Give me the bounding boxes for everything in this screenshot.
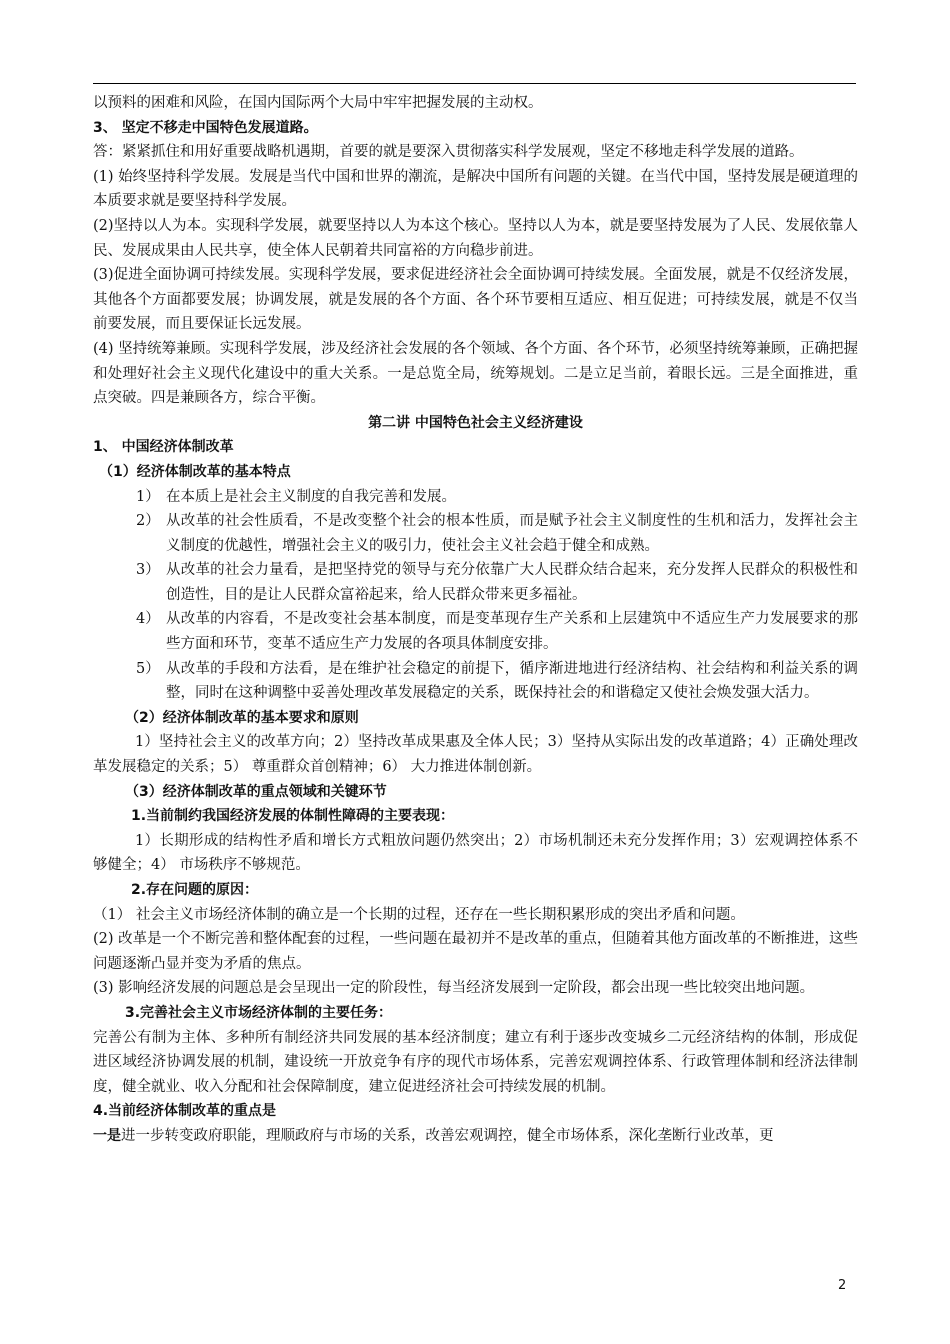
paragraph: (1) 始终坚持科学发展。发展是当代中国和世界的潮流，是解决中国所有问题的关键。在当代中国，坚持发展是硬道理的本质要求就是要坚持科学发展。 xyxy=(93,168,858,210)
item-heading: 1.当前制约我国经济发展的体制性障碍的主要表现： xyxy=(131,808,455,825)
page-number: 2 xyxy=(838,1278,847,1293)
item-heading: 3.完善社会主义市场经济体制的主要任务： xyxy=(125,1004,393,1021)
item-heading: 4.当前经济体制改革的重点是 xyxy=(93,1103,277,1120)
paragraph: 一是进一步转变政府职能，理顺政府与市场的关系，改善宏观调控，健全市场体系，深化垄断行业改革，更 xyxy=(93,1127,774,1144)
paragraph: (3) 影响经济发展的问题总是会呈现出一定的阶段性，每当经济发展到一定阶段，都会出现一些比较突出地问题。 xyxy=(93,980,815,997)
item-heading: 2.存在问题的原因： xyxy=(131,882,259,898)
section-heading: 1、 中国经济体制改革 xyxy=(93,439,234,456)
lecture-title: 第二讲 中国特色社会主义经济建设 xyxy=(368,414,583,431)
list-item: 5） 从改革的手段和方法看，是在维护社会稳定的前提下，循序渐进地进行经济结构、社会结构和利益关系的调整，同时在这种调整中妥善处理改革发展稳定的关系，既保持社会的和谐稳定又使社会焕发强大活力。 xyxy=(136,660,858,702)
list-item: 4） 从改革的内容看，不是改变社会基本制度，而是变革现存生产关系和上层建筑中不适应生产力发展要求的那些方面和环节，变革不适应生产力发展的各项具体制度安排。 xyxy=(136,611,858,653)
paragraph: （1） 社会主义市场经济体制的确立是一个长期的过程，还存在一些长期积累形成的突出矛盾和问题。 xyxy=(93,906,745,923)
list-item: 1） 在本质上是社会主义制度的自我完善和发展。 xyxy=(136,488,456,505)
header-rule xyxy=(93,83,856,84)
subsection-heading: （2）经济体制改革的基本要求和原则 xyxy=(125,709,359,726)
paragraph: 完善公有制为主体、多种所有制经济共同发展的基本经济制度；建立有利于逐步改变城乡二元经济结构的体制，形成促进区域经济协调发展的机制，建设统一开放竞争有序的现代市场体系，完善宏观调控体系、行政管理体制和经济法律制度，健全就业、收入分配和社会保障制度，建立促进经济社会可持续发展的机制。 xyxy=(93,1029,858,1095)
paragraph: (2)坚持以人为本。实现科学发展，就要坚持以人为本这个核心。坚持以人为本，就是要坚持发展为了人民、发展依靠人民、发展成果由人民共享，使全体人民朝着共同富裕的方向稳步前进。 xyxy=(93,217,858,259)
paragraph: 1）长期形成的结构性矛盾和增长方式粗放问题仍然突出；2）市场机制还未充分发挥作用；3）宏观调控体系不够健全；4） 市场秩序不够规范。 xyxy=(93,832,858,874)
section-heading: 3、 坚定不移走中国特色发展道路。 xyxy=(93,119,318,136)
paragraph: (2) 改革是一个不断完善和整体配套的过程，一些问题在最初并不是改革的重点，但随着其他方面改革的不断推进，这些问题逐渐凸显并变为矛盾的焦点。 xyxy=(93,931,858,972)
paragraph: 1）坚持社会主义的改革方向；2）坚持改革成果惠及全体人民；3）坚持从实际出发的改革道路；4）正确处理改革发展稳定的关系；5） 尊重群众首创精神；6） 大力推进体制创新。 xyxy=(93,734,858,776)
paragraph: 以预料的困难和风险，在国内国际两个大局中牢牢把握发展的主动权。 xyxy=(93,95,543,111)
paragraph: (4) 坚持统筹兼顾。实现科学发展，涉及经济社会发展的各个领域、各个方面、各个环节，必须坚持统筹兼顾，正确把握和处理好社会主义现代化建设中的重大关系。一是总览全局，统筹规划。二是立足当前，着眼长远。三是全面推进，重点突破。四是兼顾各方，综合平衡。 xyxy=(93,340,858,407)
list-item: 3） 从改革的社会力量看，是把坚持党的领导与充分依靠广大人民群众结合起来，充分发挥人民群众的积极性和创造性，目的是让人民群众富裕起来，给人民群众带来更多福祉。 xyxy=(136,562,858,603)
subsection-heading: （1）经济体制改革的基本特点 xyxy=(99,463,291,480)
document-body xyxy=(93,91,858,1149)
paragraph: (3)促进全面协调可持续发展。实现科学发展，要求促进经济社会全面协调可持续发展。全面发展，就是不仅经济发展，其他各个方面都要发展；协调发展，就是发展的各个方面、各个环节要相互适应、相互促进；可持续发展，就是不仅当前要发展，而且要保证长远发展。 xyxy=(93,267,858,333)
answer-paragraph: 答：紧紧抓住和用好重要战略机遇期，首要的就是要深入贯彻落实科学发展观，坚定不移地走科学发展的道路。 xyxy=(93,144,804,161)
list-item: 2） 从改革的社会性质看，不是改变整个社会的根本性质，而是赋予社会主义制度性的生机和活力，发挥社会主义制度的优越性，增强社会主义的吸引力，使社会主义社会趋于健全和成熟。 xyxy=(136,513,858,554)
subsection-heading: （3）经济体制改革的重点领域和关键环节 xyxy=(125,783,387,800)
